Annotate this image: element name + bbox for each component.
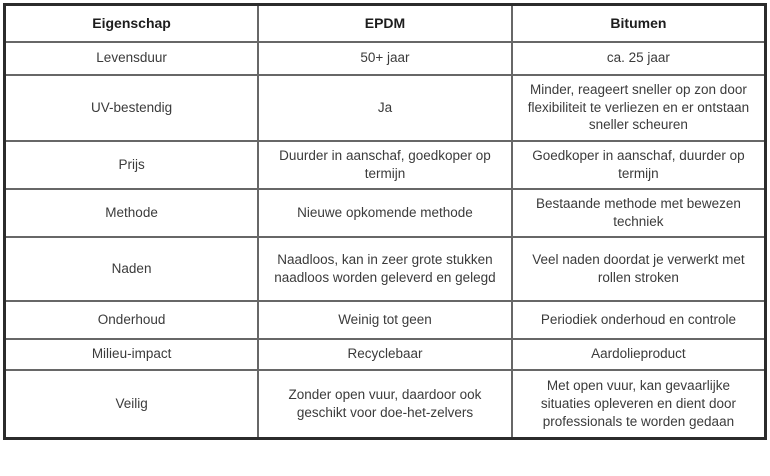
- property-cell: Milieu-impact: [5, 339, 259, 370]
- property-cell: UV-bestendig: [5, 75, 259, 141]
- header-cell-bitumen: Bitumen: [512, 5, 766, 42]
- bitumen-cell: Bestaande methode met bewezen techniek: [512, 189, 766, 237]
- table-row-uv-bestendig: [5, 75, 766, 141]
- epdm-bitumen-comparison-table: [3, 3, 767, 440]
- property-cell: Prijs: [5, 141, 259, 189]
- table-row-levensduur: [5, 42, 766, 75]
- header-row: [5, 5, 766, 42]
- epdm-cell: Weinig tot geen: [258, 301, 512, 339]
- bitumen-cell: Minder, reageert sneller op zon door flexibiliteit te verliezen en er ontstaan sneller scheuren: [512, 75, 766, 141]
- bitumen-cell: Veel naden doordat je verwerkt met rollen stroken: [512, 237, 766, 301]
- epdm-cell: Ja: [258, 75, 512, 141]
- epdm-cell: Zonder open vuur, daardoor ook geschikt voor doe-het-zelvers: [258, 370, 512, 439]
- epdm-cell: Duurder in aanschaf, goedkoper op termijn: [258, 141, 512, 189]
- property-cell: Onderhoud: [5, 301, 259, 339]
- property-cell: Methode: [5, 189, 259, 237]
- table-row-prijs: [5, 141, 766, 189]
- property-cell: Naden: [5, 237, 259, 301]
- epdm-cell: Nieuwe opkomende methode: [258, 189, 512, 237]
- table-row-onderhoud: [5, 301, 766, 339]
- table-row-veilig: [5, 370, 766, 439]
- bitumen-cell: ca. 25 jaar: [512, 42, 766, 75]
- header-cell-epdm: EPDM: [258, 5, 512, 42]
- epdm-cell: Naadloos, kan in zeer grote stukken naadloos worden geleverd en gelegd: [258, 237, 512, 301]
- property-cell: Veilig: [5, 370, 259, 439]
- table-row-milieu-impact: [5, 339, 766, 370]
- table-row-naden: [5, 237, 766, 301]
- epdm-cell: 50+ jaar: [258, 42, 512, 75]
- bitumen-cell: Goedkoper in aanschaf, duurder op termijn: [512, 141, 766, 189]
- bitumen-cell: Aardolieproduct: [512, 339, 766, 370]
- epdm-cell: Recyclebaar: [258, 339, 512, 370]
- header-cell-eigenschap: Eigenschap: [5, 5, 259, 42]
- property-cell: Levensduur: [5, 42, 259, 75]
- bitumen-cell: Met open vuur, kan gevaarlijke situaties opleveren en dient door professionals te worden gedaan: [512, 370, 766, 439]
- bitumen-cell: Periodiek onderhoud en controle: [512, 301, 766, 339]
- table-row-methode: [5, 189, 766, 237]
